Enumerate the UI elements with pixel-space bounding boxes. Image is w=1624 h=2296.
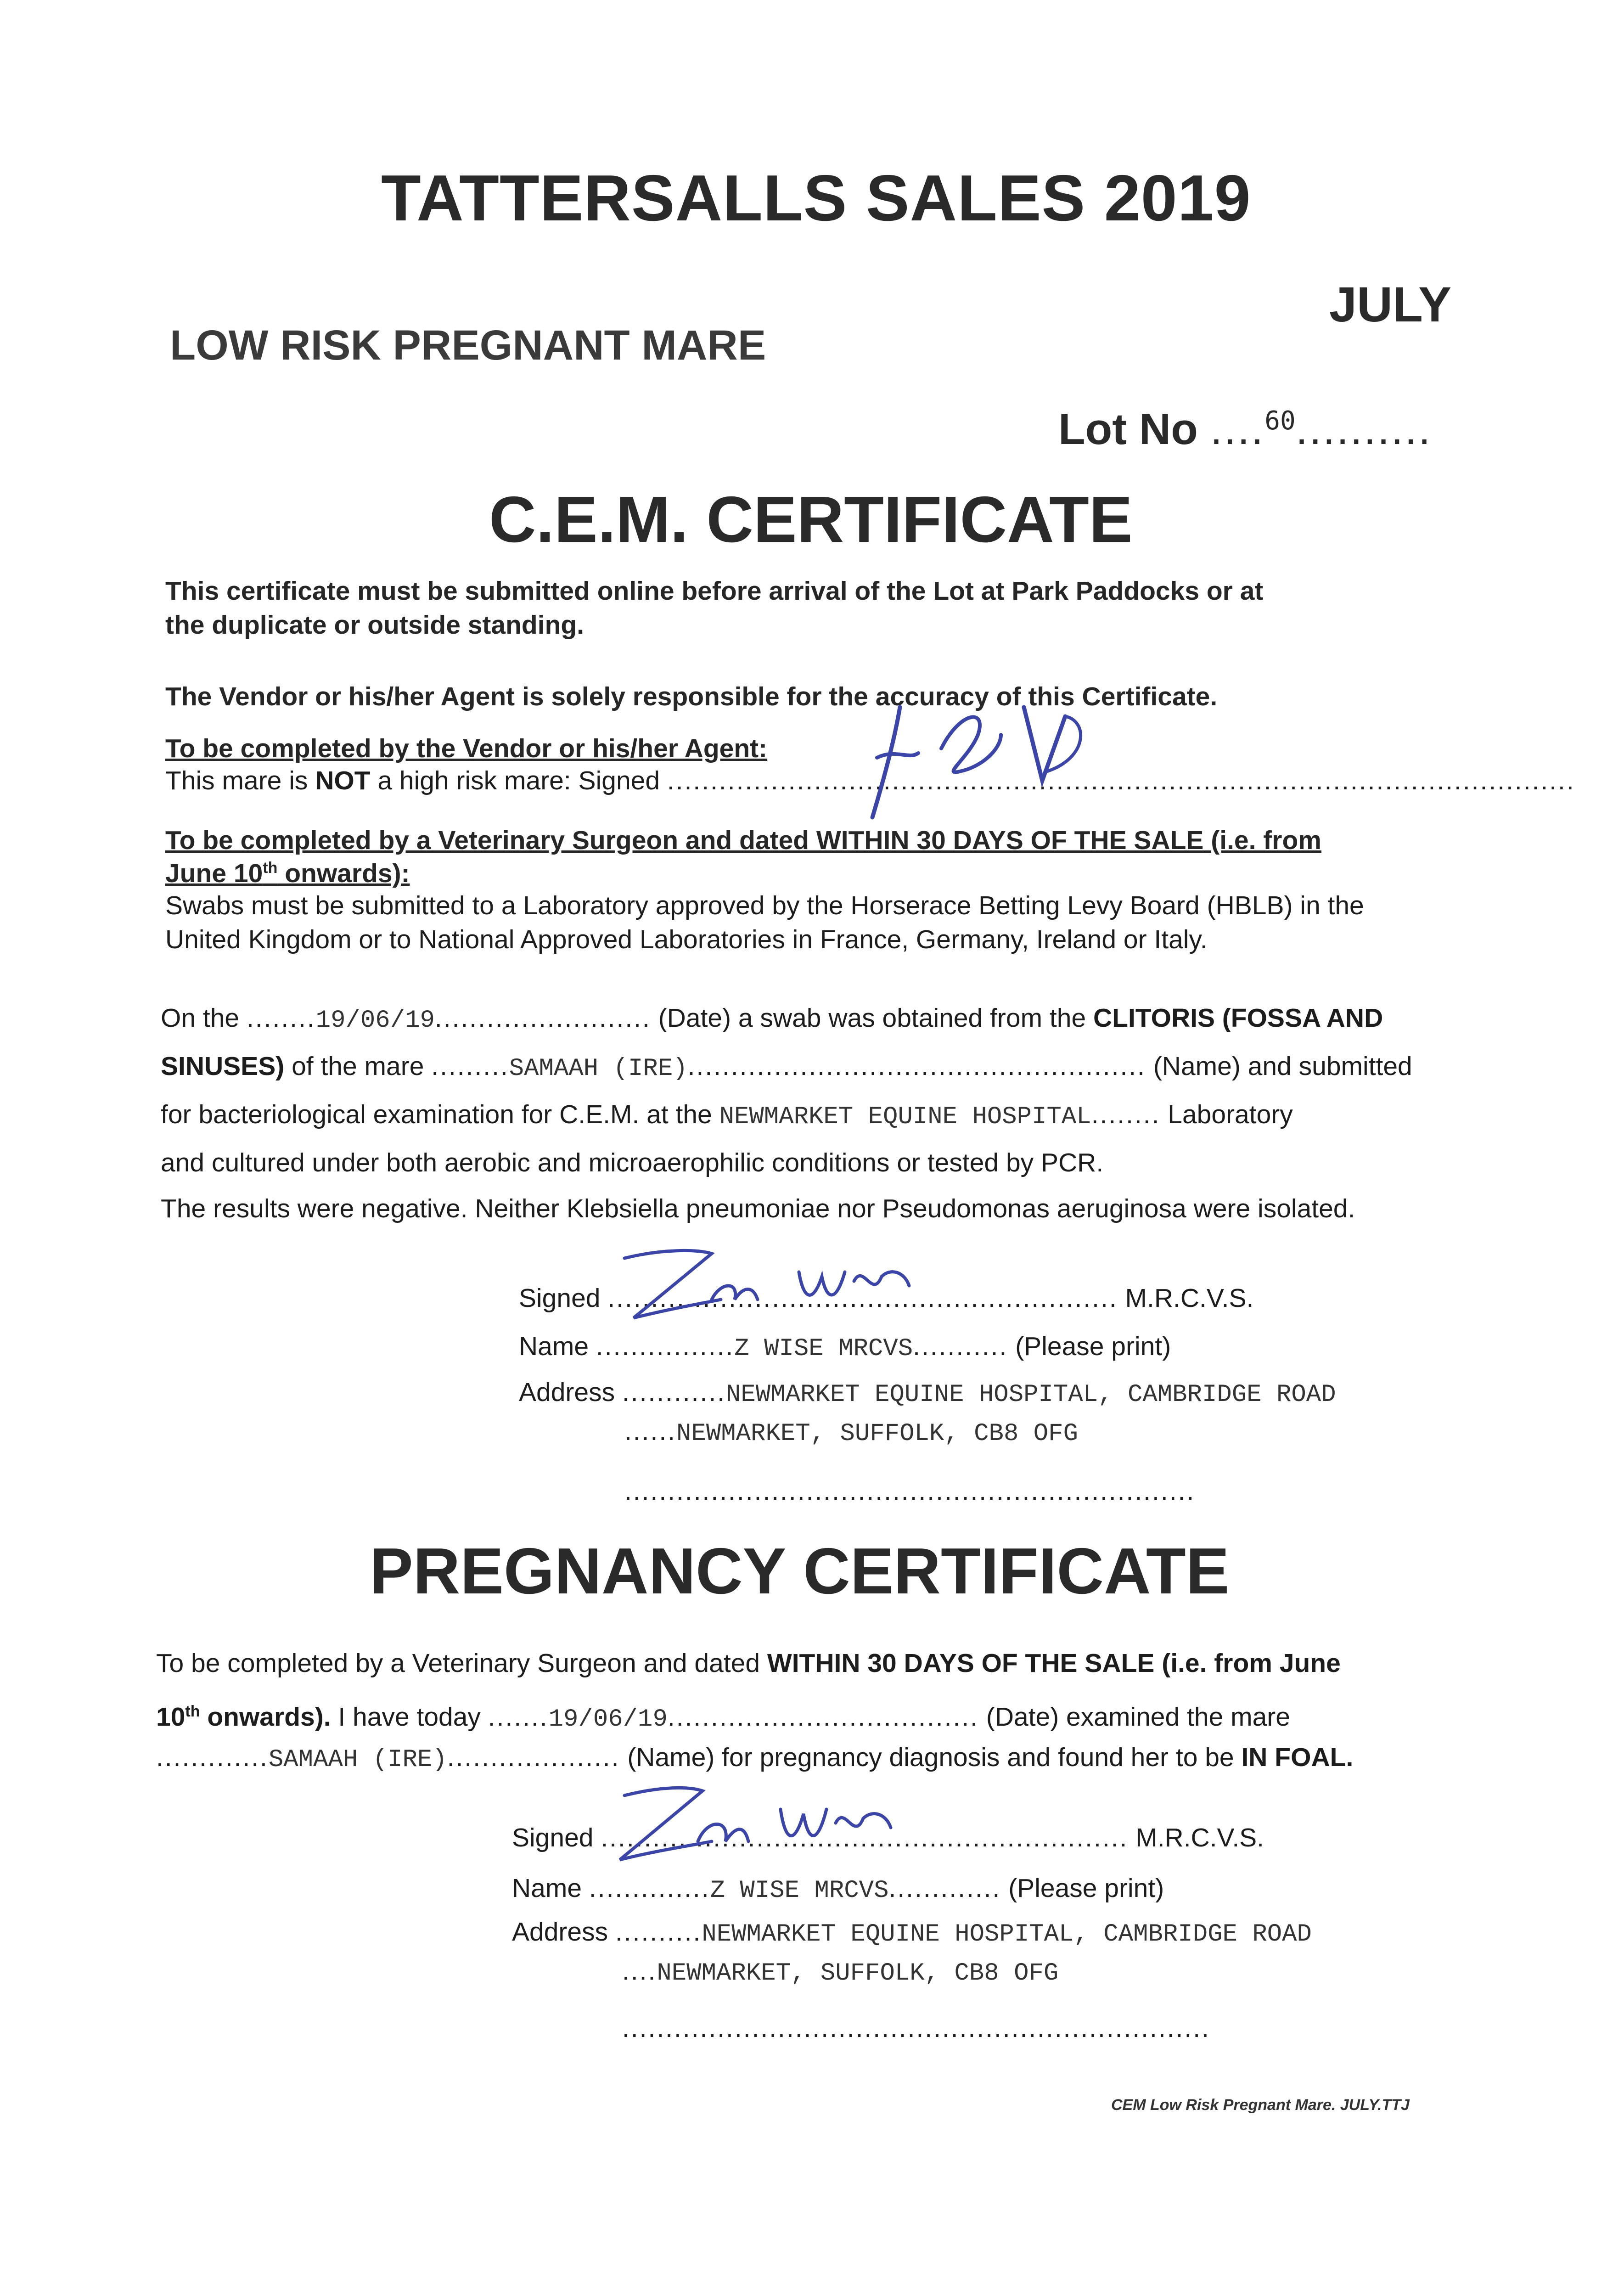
cem-address-line1: Address ............NEWMARKET EQUINE HOSPITAL, CAMBRIDGE ROAD: [519, 1378, 1336, 1409]
pregnancy-name-line: Name ..............Z WISE MRCVS............. (Please print): [512, 1874, 1164, 1905]
cultured-statement: and cultured under both aerobic and microaerophilic conditions or tested by PCR.: [161, 1148, 1104, 1177]
mare-name-line: SINUSES) of the mare .........SAMAAH (IRE)..................................................... (Name) and submitted: [161, 1052, 1412, 1083]
pregnancy-vet-signature: [597, 1773, 927, 1878]
responsibility-statement: The Vendor or his/her Agent is solely responsible for the accuracy of this Certificate.: [165, 682, 1218, 711]
cem-address-line3: ..................................................................: [624, 1476, 1196, 1506]
lot-label: Lot No: [1058, 405, 1198, 454]
vendor-statement: This mare is NOT a high risk mare: Signed .........................................................................................................: [165, 766, 1575, 795]
lot-number-field: Lot No ....$^{60}$..........: [1058, 405, 1432, 454]
cem-name-line: Name ................Z WISE MRCVS........... (Please print): [519, 1332, 1171, 1363]
lot-value: 60: [1264, 406, 1296, 436]
pregnancy-mare-name: SAMAAH (IRE): [268, 1746, 447, 1774]
vendor-heading: To be completed by the Vendor or his/her Agent:: [165, 734, 768, 763]
cem-intro: This certificate must be submitted online before arrival of the Lot at Park Paddocks or at the duplicate or outside standing.: [165, 576, 1264, 640]
pregnancy-signed-line: Signed ............................................................. M.R.C.V.S.: [512, 1823, 1264, 1852]
pregnancy-address-line1: Address ..........NEWMARKET EQUINE HOSPITAL, CAMBRIDGE ROAD: [512, 1917, 1312, 1948]
sale-month: JULY: [1329, 276, 1452, 332]
pregnancy-intro-line1: To be completed by a Veterinary Surgeon and dated WITHIN 30 DAYS OF THE SALE (i.e. from June: [156, 1649, 1341, 1678]
pregnancy-certificate-title: PREGNANCY CERTIFICATE: [370, 1535, 1230, 1608]
pregnancy-exam-date: 19/06/19: [548, 1705, 668, 1733]
sales-title: TATTERSALLS SALES 2019: [381, 162, 1251, 235]
pregnancy-address-line3: ....................................................................: [622, 2014, 1210, 2043]
cem-vet-signature: [606, 1231, 937, 1336]
laboratory-name: NEWMARKET EQUINE HOSPITAL: [719, 1103, 1091, 1131]
cem-signed-line: Signed ........................................................... M.R.C.V.S.: [519, 1283, 1254, 1313]
cem-certificate-title: C.E.M. CERTIFICATE: [489, 483, 1133, 556]
pregnancy-mare-line: .............SAMAAH (IRE).................... (Name) for pregnancy diagnosis and found her to be IN FOAL.: [156, 1743, 1354, 1774]
results-statement: The results were negative. Neither Klebsiella pneumoniae nor Pseudomonas aeruginosa were isolated.: [161, 1194, 1355, 1223]
cem-mare-name: SAMAAH (IRE): [509, 1055, 688, 1083]
laboratory-line: for bacteriological examination for C.E.M. at the NEWMARKET EQUINE HOSPITAL........ Laboratory: [161, 1100, 1293, 1131]
swab-date-line: On the ........19/06/19......................... (Date) a swab was obtained from the CLITORIS (FOSSA AND: [161, 1003, 1383, 1035]
form-reference: CEM Low Risk Pregnant Mare. JULY.TTJ: [1111, 2096, 1410, 2114]
cem-address-2: NEWMARKET, SUFFOLK, CB8 OFG: [676, 1420, 1078, 1448]
vet-heading: To be completed by a Veterinary Surgeon and dated WITHIN 30 DAYS OF THE SALE (i.e. from June 10th onwards):: [165, 826, 1321, 888]
cem-vet-name: Z WISE MRCVS: [734, 1335, 913, 1363]
vendor-signature: [849, 680, 1134, 831]
pregnancy-address-2: NEWMARKET, SUFFOLK, CB8 OFG: [657, 1959, 1059, 1987]
pregnancy-address-1: NEWMARKET EQUINE HOSPITAL, CAMBRIDGE ROAD: [702, 1920, 1312, 1948]
cem-address-1: NEWMARKET EQUINE HOSPITAL, CAMBRIDGE ROAD: [726, 1381, 1336, 1409]
pregnancy-vet-name: Z WISE MRCVS: [710, 1877, 889, 1905]
cem-address-line2: ......NEWMARKET, SUFFOLK, CB8 OFG: [624, 1417, 1078, 1448]
pregnancy-date-line: 10th onwards). I have today .......19/06/19.................................... (Date) examined the mare: [156, 1702, 1290, 1733]
swab-date: 19/06/19: [315, 1007, 435, 1035]
pregnancy-address-line2: ....NEWMARKET, SUFFOLK, CB8 OFG: [622, 1956, 1059, 1987]
swab-instructions: Swabs must be submitted to a Laboratory approved by the Horserace Betting Levy Board (HBLB) in the United Kingdom or to National Approved Laboratories in France, Germany, Ireland or Italy.: [165, 891, 1364, 954]
certificate-subtitle: LOW RISK PREGNANT MARE: [170, 322, 766, 369]
